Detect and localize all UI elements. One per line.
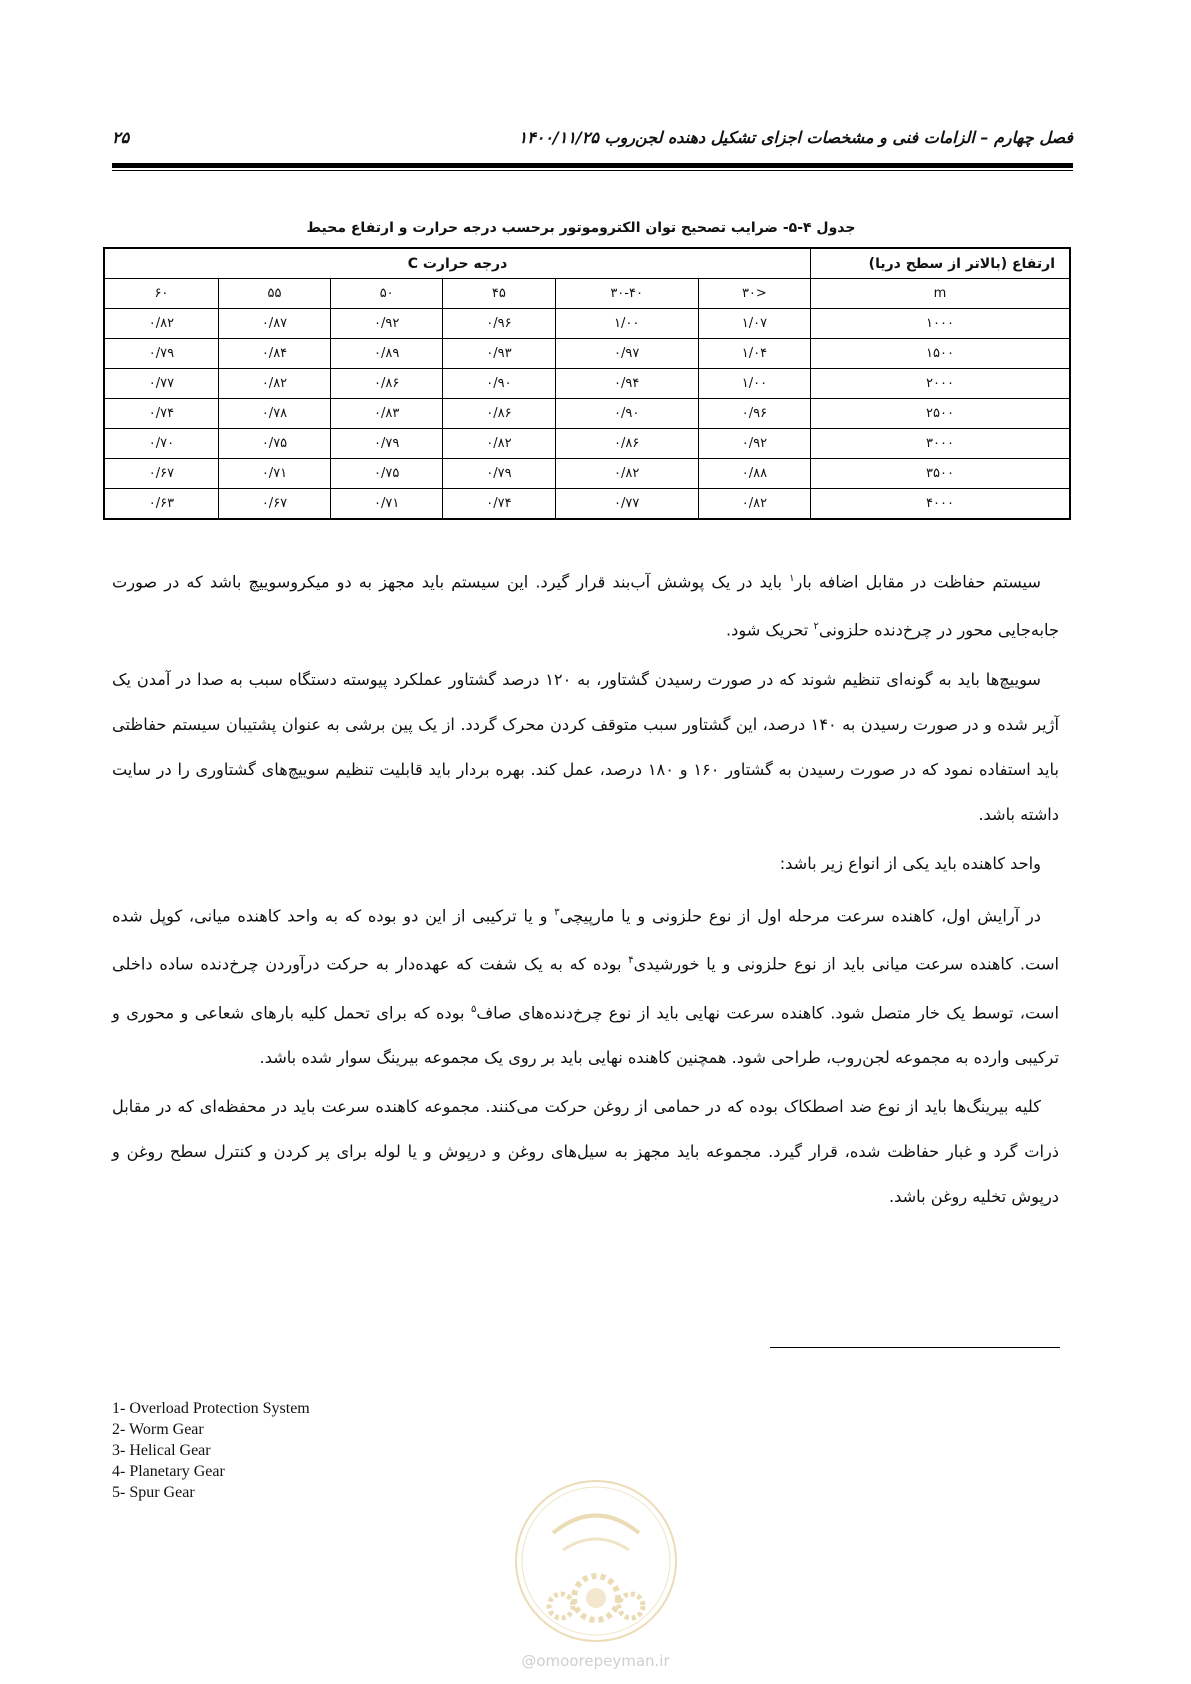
table-row xyxy=(104,459,1070,489)
temperature-header: درجه حرارت C xyxy=(104,248,811,279)
table-row xyxy=(104,369,1070,399)
factor-cell: ۱/۰۰ xyxy=(698,369,810,399)
footnote-ref: ۴ xyxy=(628,955,634,967)
temp-col-header: ۵۵ xyxy=(218,279,330,309)
altitude-cell: ۴۰۰۰ xyxy=(811,489,1071,520)
factor-cell: ۰/۸۲ xyxy=(218,369,330,399)
altitude-cell: ۱۰۰۰ xyxy=(811,309,1071,339)
table-subheader-row xyxy=(104,279,1070,309)
paragraph-3: واحد کاهنده باید یکی از انواع زیر باشد: xyxy=(779,853,1041,873)
factor-cell: ۰/۹۰ xyxy=(443,369,555,399)
watermark-text: @omoorepeyman.ir xyxy=(521,1652,670,1670)
page-header xyxy=(112,128,1073,156)
paragraph-5: کلیه بیرینگ‌ها باید از نوع ضد اصطکاک بوده که در حمامی از روغن حرکت می‌کنند. مجموعه کاهنده سرعت باید در محفظه‌ای که در مقابل ذرات گرد و غبار حفاظت شده، قرار گیرد. مجموعه باید مجهز به سیل‌های روغن و درپوش و یا لوله برای پر کردن و کنترل سطح روغن و درپوش تخلیه روغن باشد. xyxy=(112,1096,1059,1206)
factor-cell: ۰/۷۷ xyxy=(555,489,698,520)
factor-cell: ۰/۹۶ xyxy=(443,309,555,339)
unit-cell: m xyxy=(811,279,1071,309)
paragraph-4 xyxy=(112,890,1059,1080)
footnote-item: 3- Helical Gear xyxy=(112,1442,211,1459)
chapter-title: فصل چهارم – الزامات فنی و مشخصات اجزای تشکیل دهنده لجن‌روب ۱۴۰۰/۱۱/۲۵ xyxy=(518,128,1073,147)
factor-cell: ۱/۰۷ xyxy=(698,309,810,339)
factor-cell: ۰/۷۵ xyxy=(331,459,443,489)
footnote-ref: ۳ xyxy=(554,906,560,918)
paragraph-2: سوییچ‌ها باید به گونه‌ای تنظیم شوند که در صورت رسیدن گشتاور، به ۱۲۰ درصد گشتاور عملکرد پیوسته دستگاه سبب به صدا در آمدن یک آژیر شده و در صورت رسیدن به ۱۴۰ درصد، این گشتاور سبب متوقف کردن محرک گردد. از یک پین برشی به عنوان پشتیبان سیستم حفاظتی باید استفاده نمود که در صورت رسیدن به گشتاور ۱۶۰ و ۱۸۰ درصد، عمل کند. بهره بردار باید قابلیت تنظیم سوییچ‌های گشتاوری را در سایت داشته باشد. xyxy=(112,669,1059,824)
temp-col-header: ۴۵ xyxy=(443,279,555,309)
footnote-ref: ۲ xyxy=(813,621,819,633)
temp-col-header: ۵۰ xyxy=(331,279,443,309)
factor-cell: ۰/۷۹ xyxy=(104,339,218,369)
altitude-cell: ۲۵۰۰ xyxy=(811,399,1071,429)
footnote-item: 2- Worm Gear xyxy=(112,1421,204,1438)
factor-cell: ۰/۸۷ xyxy=(218,309,330,339)
factor-cell: ۰/۸۶ xyxy=(443,399,555,429)
page-number: ۲۵ xyxy=(112,128,130,147)
footnotes xyxy=(112,1398,310,1503)
factor-cell: ۰/۹۴ xyxy=(555,369,698,399)
body-text xyxy=(112,556,1059,1223)
factor-cell: ۰/۹۷ xyxy=(555,339,698,369)
paragraph-text: در آرایش اول، کاهنده سرعت مرحله اول از نوع حلزونی و یا مارپیچی xyxy=(559,906,1041,926)
altitude-cell: ۱۵۰۰ xyxy=(811,339,1071,369)
header-rule-thick xyxy=(112,163,1073,168)
table-row xyxy=(104,309,1070,339)
footnote-ref: ۵ xyxy=(470,1003,477,1015)
factor-cell: ۰/۸۸ xyxy=(698,459,810,489)
temp-col-header: ۳۰-۴۰ xyxy=(555,279,698,309)
paragraph-text: بوده که برای تحمل کلیه بارهای شعاعی و محوری و ترکیبی وارده به مجموعه لجن‌روب، طراحی شود. همچنین کاهنده نهایی باید بر روی یک مجموعه بیرینگ سوار شده باشد. xyxy=(112,1002,1059,1067)
factor-cell: ۰/۸۶ xyxy=(555,429,698,459)
table-row xyxy=(104,339,1070,369)
factor-cell: ۰/۸۹ xyxy=(331,339,443,369)
altitude-cell: ۲۰۰۰ xyxy=(811,369,1071,399)
factor-cell: ۰/۷۰ xyxy=(104,429,218,459)
watermark-logo-icon xyxy=(513,1478,679,1644)
table-row xyxy=(104,429,1070,459)
factor-cell: ۰/۹۰ xyxy=(555,399,698,429)
temp-col-header: <۳۰ xyxy=(698,279,810,309)
factor-cell: ۰/۷۱ xyxy=(331,489,443,520)
factor-cell: ۰/۸۲ xyxy=(104,309,218,339)
altitude-header: ارتفاع (بالاتر از سطح دریا) xyxy=(811,248,1071,279)
factor-cell: ۰/۸۴ xyxy=(218,339,330,369)
factor-cell: ۰/۶۷ xyxy=(104,459,218,489)
temp-col-header: ۶۰ xyxy=(104,279,218,309)
factor-cell: ۰/۸۲ xyxy=(555,459,698,489)
factor-cell: ۰/۹۶ xyxy=(698,399,810,429)
paragraph-text: و یا ترکیبی از این دو بوده که به واحد کاهنده میانی، کوپل شده است. کاهنده سرعت میانی باید از نوع حلزونی و یا خورشیدی xyxy=(112,906,1059,974)
factor-cell: ۰/۸۶ xyxy=(331,369,443,399)
table-caption: جدول ۴-۵- ضرایب تصحیح توان الکتروموتور برحسب درجه حرارت و ارتفاع محیط xyxy=(306,220,856,236)
table-row xyxy=(104,489,1070,520)
factor-cell: ۰/۸۳ xyxy=(331,399,443,429)
footnote-item: 1- Overload Protection System xyxy=(112,1400,310,1417)
footnote-item: 4- Planetary Gear xyxy=(112,1463,225,1480)
factor-cell: ۰/۸۲ xyxy=(698,489,810,520)
footnote-rule xyxy=(770,1347,1060,1348)
factor-cell: ۰/۸۲ xyxy=(443,429,555,459)
factor-cell: ۰/۷۹ xyxy=(443,459,555,489)
table-row xyxy=(104,399,1070,429)
factor-cell: ۰/۷۷ xyxy=(104,369,218,399)
footnote-ref: ۱ xyxy=(789,573,795,584)
factor-cell: ۰/۷۹ xyxy=(331,429,443,459)
altitude-cell: ۳۵۰۰ xyxy=(811,459,1071,489)
factor-cell: ۰/۹۳ xyxy=(443,339,555,369)
factor-cell: ۰/۹۲ xyxy=(698,429,810,459)
altitude-cell: ۳۰۰۰ xyxy=(811,429,1071,459)
factor-cell: ۰/۹۲ xyxy=(331,309,443,339)
factor-cell: ۰/۷۵ xyxy=(218,429,330,459)
paragraph-text: سیستم حفاظت در مقابل اضافه بار xyxy=(794,572,1041,592)
header-rule-thin xyxy=(112,170,1073,171)
factor-cell: ۱/۰۰ xyxy=(555,309,698,339)
factor-cell: ۰/۶۳ xyxy=(104,489,218,520)
factor-cell: ۰/۷۱ xyxy=(218,459,330,489)
paragraph-text: باید در یک پوشش آب‌بند قرار گیرد. این سیستم باید مجهز به دو میکروسوییچ باشد که در صورت جابه‌جایی محور در چرخ‌دنده حلزونی xyxy=(112,572,1059,640)
factor-cell: ۰/۷۸ xyxy=(218,399,330,429)
factor-cell: ۰/۶۷ xyxy=(218,489,330,520)
factor-cell: ۰/۷۴ xyxy=(443,489,555,520)
paragraph-1 xyxy=(112,556,1059,653)
factor-cell: ۰/۷۴ xyxy=(104,399,218,429)
table-header-row xyxy=(104,248,1070,279)
paragraph-text: بوده که به یک شفت که عهده‌دار به حرکت درآوردن چرخ‌دنده ساده داخلی است، توسط یک خار متصل شود. کاهنده سرعت نهایی باید از نوع چرخ‌دنده‌های صاف xyxy=(112,954,1059,1022)
factor-cell: ۱/۰۴ xyxy=(698,339,810,369)
paragraph-text: تحریک شود. xyxy=(725,620,809,640)
footnote-item: 5- Spur Gear xyxy=(112,1484,195,1501)
correction-table xyxy=(103,247,1071,520)
